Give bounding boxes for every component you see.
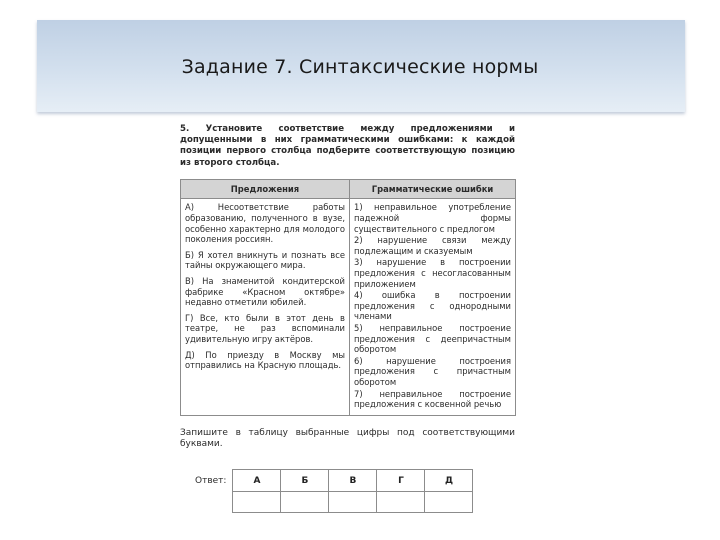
answer-letter-v: В (329, 470, 377, 492)
answer-letter-g: Г (377, 470, 425, 492)
error-3: 3) нарушение в построении предложения с несогласованным приложением (354, 257, 511, 289)
answer-cell-b[interactable] (281, 492, 329, 513)
answer-cell-v[interactable] (329, 492, 377, 513)
header-sentences: Предложения (181, 179, 350, 199)
sentence-g: Г) Все, кто были в этот день в театре, не раз вспоминали удивительную игру актёров. (185, 312, 345, 344)
textbook-scan (180, 124, 518, 450)
errors-column (350, 199, 516, 415)
sentence-v: В) На знаменитой кондитерской фабрике «Красном октябре» недавно отметили юбилей. (185, 275, 345, 308)
error-7: 7) неправильное построение предложения с косвенной речью (354, 388, 511, 410)
answer-letter-d: Д (425, 470, 473, 492)
answer-cell-a[interactable] (233, 492, 281, 513)
sentence-b: Б) Я хотел вникнуть и познать все тайны окружающего мира. (185, 249, 345, 271)
matching-table (180, 179, 516, 416)
sentence-a: А) Несоответствие работы образованию, полученного в вузе, особенно характерно для молодого поколения россиян. (185, 202, 345, 245)
answer-row (195, 469, 473, 513)
task-statement: 5. Установите соответствие между предложениями и допущенными в них грамматическими ошибками: к каждой позиции первого столбца подберите соответствующую позицию из второго столбца. (180, 124, 515, 168)
answer-letter-b: Б (281, 470, 329, 492)
sentences-column (181, 199, 350, 415)
header-errors: Грамматические ошибки (350, 179, 516, 199)
error-5: 5) неправильное построение предложения с деепричастным оборотом (354, 322, 511, 355)
error-4: 4) ошибка в построении предложения с однородными членами (354, 290, 511, 322)
answer-label: Ответ: (195, 476, 227, 486)
answer-cell-g[interactable] (377, 492, 425, 513)
answer-cell-d[interactable] (425, 492, 473, 513)
error-2: 2) нарушение связи между подлежащим и сказуемым (354, 235, 511, 256)
slide-title: Задание 7. Синтаксические нормы (181, 56, 539, 78)
error-1: 1) неправильное употребление падежной формы существительного с предлогом (354, 202, 511, 234)
answer-instruction: Запишите в таблицу выбранные цифры под соответствующими буквами. (180, 427, 515, 449)
sentence-d: Д) По приезду в Москву мы отправились на Красную площадь. (185, 349, 345, 371)
answer-letter-a: А (233, 470, 281, 492)
error-6: 6) нарушение построения предложения с причастным оборотом (354, 355, 511, 387)
answer-table (232, 469, 473, 513)
